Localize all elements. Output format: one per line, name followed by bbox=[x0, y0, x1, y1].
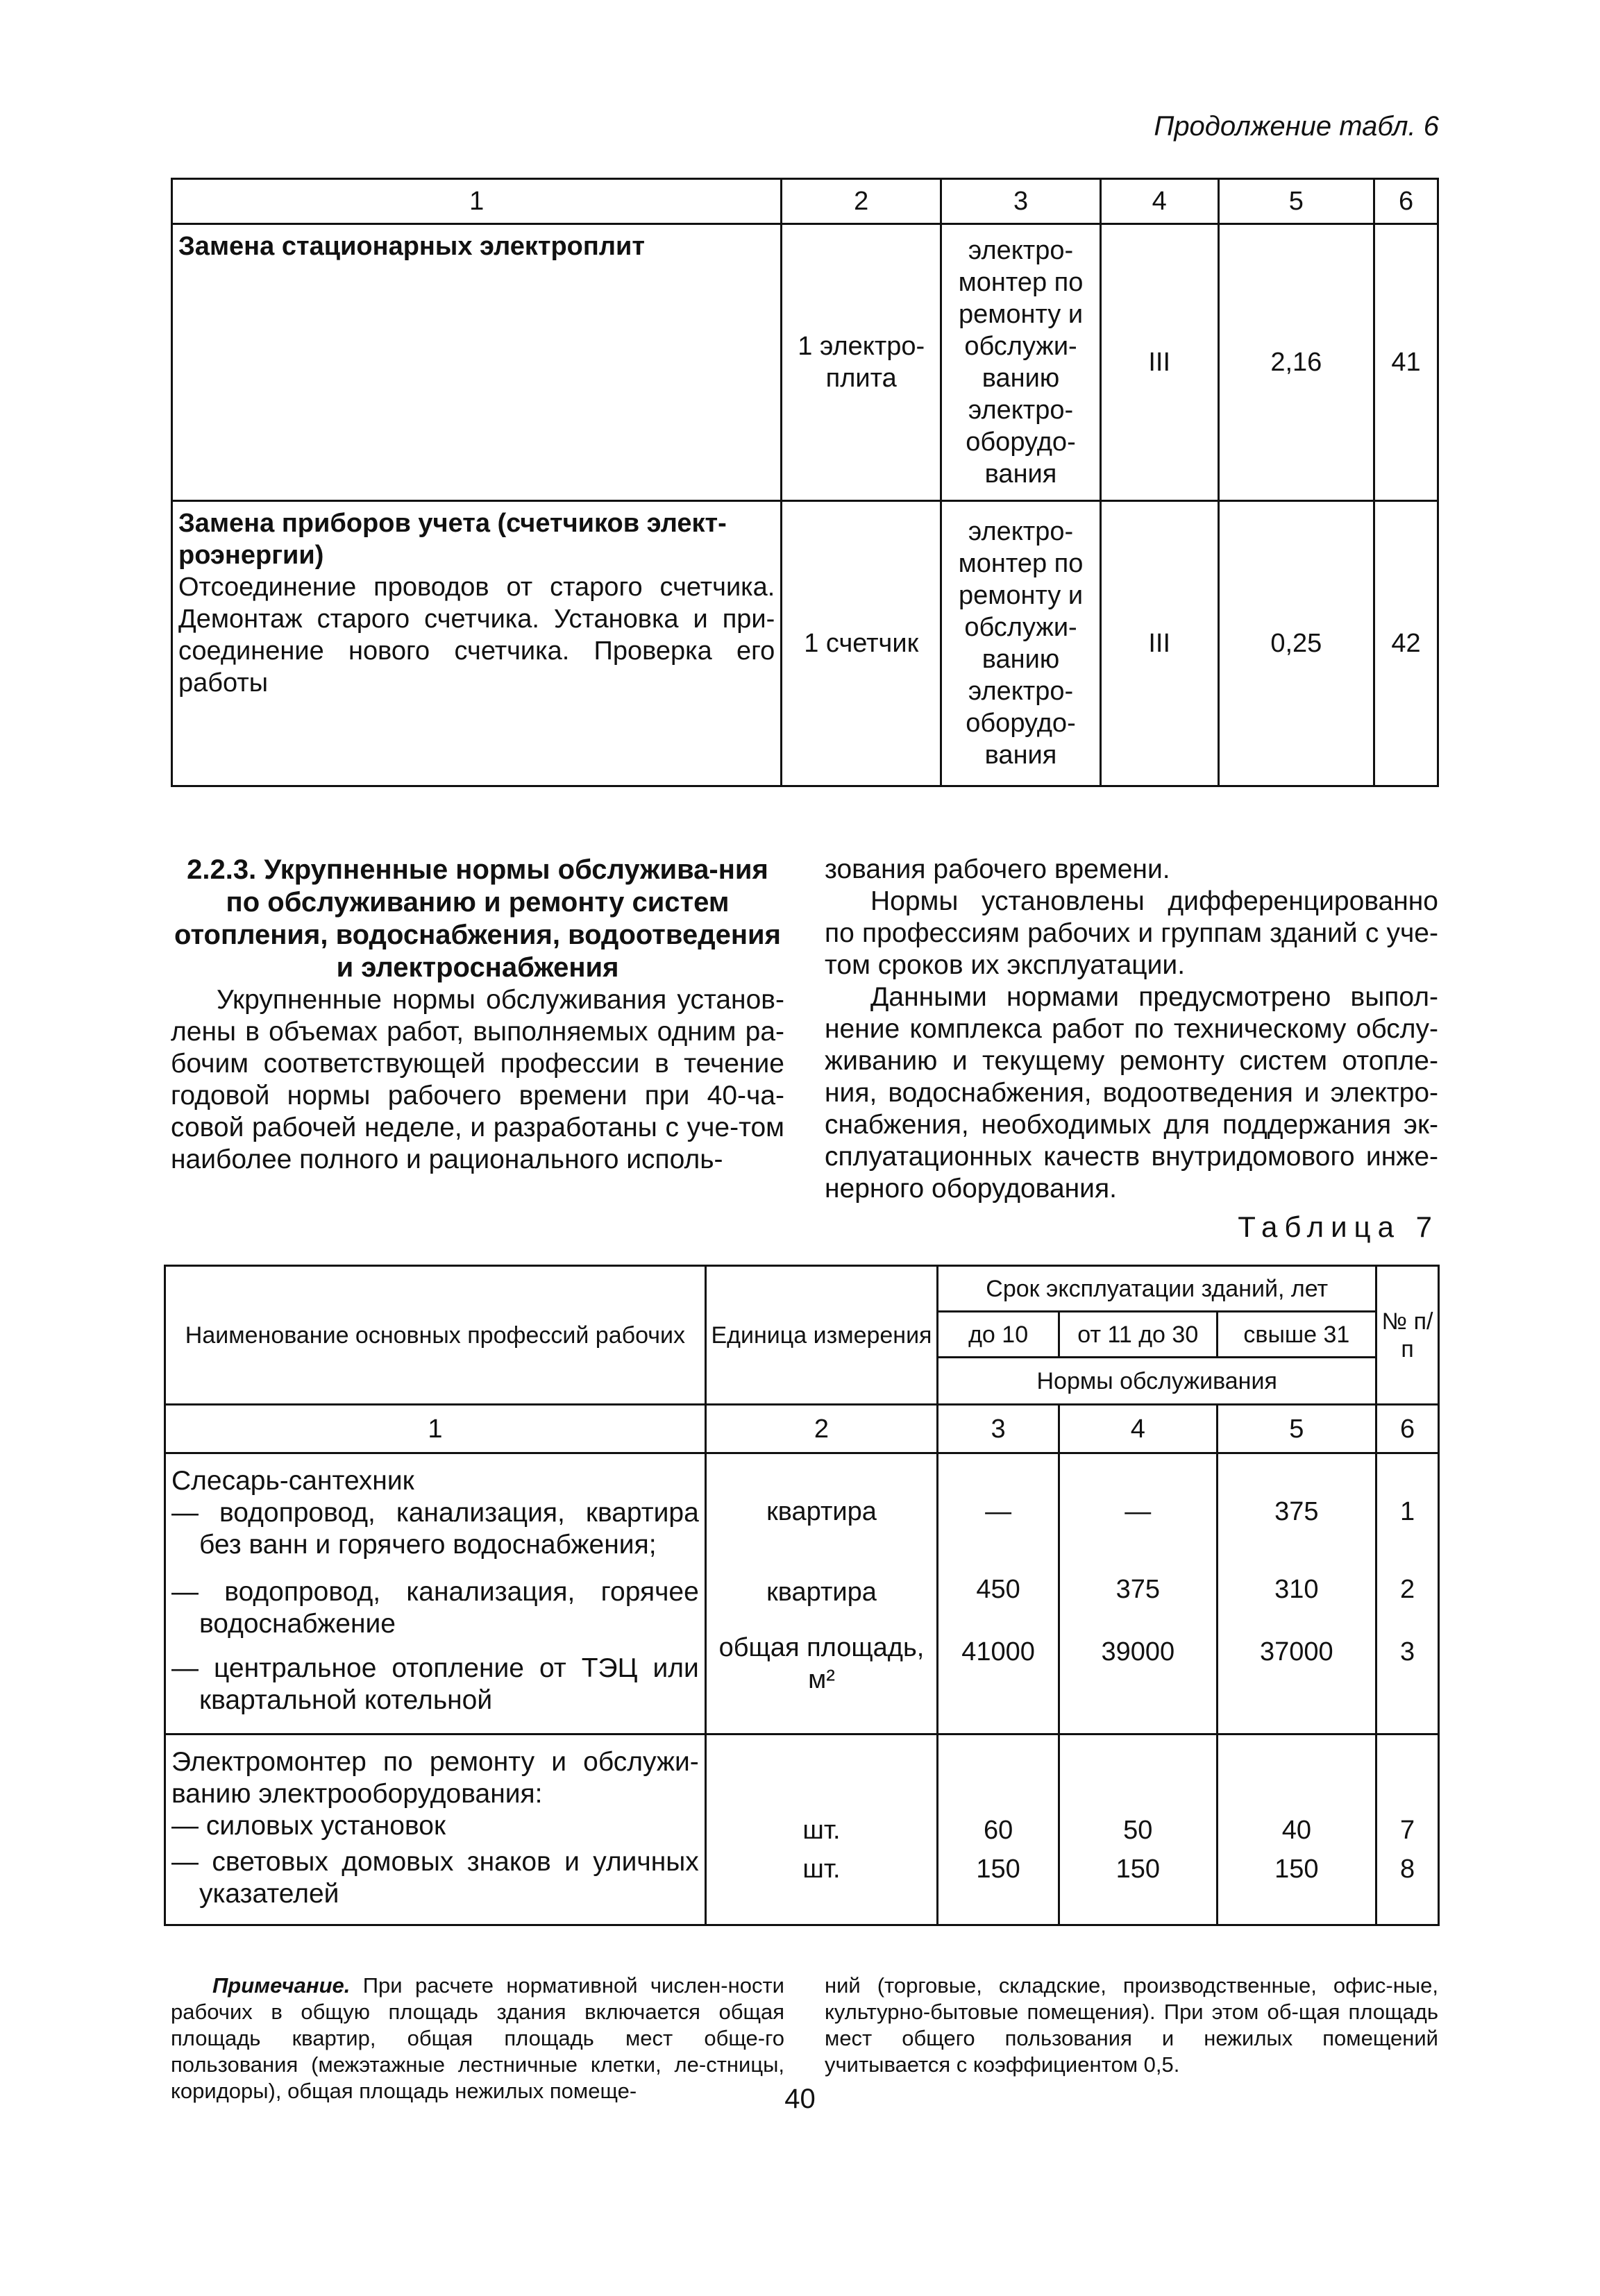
norm-value: 41000 bbox=[961, 1637, 1035, 1666]
profession-item: — водопровод, канализация, квартира без ванн и горячего водоснабжения; bbox=[171, 1498, 699, 1560]
unit-cell bbox=[705, 1734, 937, 1925]
norm-value: 310 bbox=[1274, 1575, 1319, 1604]
unit-cell bbox=[705, 1453, 937, 1734]
row-number: 7 bbox=[1400, 1816, 1415, 1845]
performer-cell: электро-монтер по ремонту и обслужи-ванию электро-оборудо-вания bbox=[941, 501, 1101, 786]
norm-value: 150 bbox=[1274, 1855, 1319, 1884]
unit-value: квартира bbox=[766, 1497, 877, 1526]
page-number: 40 bbox=[784, 2084, 816, 2114]
col-number: 1 bbox=[172, 179, 782, 224]
header-up-to-10: до 10 bbox=[938, 1312, 1059, 1358]
norm-over-31-cell bbox=[1217, 1453, 1376, 1734]
col-number: 5 bbox=[1217, 1405, 1376, 1453]
note-text: ний (торговые, складские, производственные, офис-ные, культурно-бытовые помещения). При этом об-щая площадь мест общего пользования и нежилых помещений учитывается с коэффициентом 0,5. bbox=[825, 1973, 1438, 2077]
number-cell: 41 bbox=[1374, 224, 1438, 501]
norm-value: 450 bbox=[976, 1575, 1020, 1604]
number-cell bbox=[1376, 1453, 1439, 1734]
right-text-column bbox=[825, 854, 1438, 1205]
profession-item: — силовых установок bbox=[171, 1811, 446, 1841]
profession-item: — световых домовых знаков и уличных указателей bbox=[171, 1847, 699, 1909]
unit-value: общая площадь, м² bbox=[718, 1633, 925, 1694]
table-row bbox=[172, 224, 1438, 501]
paragraph: Укрупненные нормы обслуживания установ-лены в объемах работ, выполняемых одним ра-бочим соответствующей профессии в течение годовой нормы рабочего времени при 40-ча-совой рабочей неделе, и разработаны с уче-том наиболее полного и рационального исполь- bbox=[171, 985, 784, 1174]
norm-value: 50 bbox=[1123, 1816, 1153, 1845]
work-description: Отсоединение проводов от старого счетчика. Демонтаж старого счетчика. Установка и при-соединение нового счетчика. Проверка его работы bbox=[178, 573, 775, 698]
header-unit: Единица измерения bbox=[705, 1266, 937, 1405]
unit-value: шт. bbox=[802, 1855, 841, 1884]
paragraph: зования рабочего времени. bbox=[825, 854, 1170, 884]
header-over-31: свыше 31 bbox=[1217, 1312, 1376, 1358]
grade-cell: III bbox=[1100, 224, 1218, 501]
norm-value: 150 bbox=[1115, 1855, 1160, 1884]
row-number: 3 bbox=[1400, 1637, 1415, 1666]
col-number: 4 bbox=[1100, 179, 1218, 224]
profession-cell bbox=[165, 1734, 706, 1925]
norm-value: 37000 bbox=[1260, 1637, 1333, 1666]
profession-title: Слесарь-сантехник bbox=[171, 1466, 414, 1496]
col-number: 6 bbox=[1376, 1405, 1439, 1453]
header-profession: Наименование основных профессий рабочих bbox=[165, 1266, 706, 1405]
row-number: 1 bbox=[1400, 1497, 1415, 1526]
norm-cell: 2,16 bbox=[1218, 224, 1374, 501]
note-text: При расчете нормативной числен-ности рабочих в общую площадь здания включается общая площадь квартир, общая площадь мест обще-го пользования (межэтажные лестничные клетки, ле-стницы, коридоры), общая площадь нежилых помеще- bbox=[171, 1973, 784, 2103]
norm-11-to-30-cell bbox=[1059, 1453, 1217, 1734]
table-7-column-numbers bbox=[165, 1405, 1439, 1453]
profession-cell bbox=[165, 1453, 706, 1734]
norm-value: 39000 bbox=[1101, 1637, 1175, 1666]
unit-cell: 1 счетчик bbox=[782, 501, 941, 786]
col-number: 2 bbox=[705, 1405, 937, 1453]
work-cell bbox=[172, 224, 782, 501]
unit-value: шт. bbox=[802, 1816, 841, 1845]
norm-value: — bbox=[1125, 1497, 1152, 1526]
table-7-caption: Таблица 7 bbox=[1238, 1210, 1439, 1243]
norm-value: 375 bbox=[1274, 1497, 1319, 1526]
table-row bbox=[172, 501, 1438, 786]
left-text-column bbox=[171, 854, 784, 1176]
norm-value: 375 bbox=[1115, 1575, 1160, 1604]
number-cell bbox=[1376, 1734, 1439, 1925]
norm-11-to-30-cell bbox=[1059, 1734, 1217, 1925]
col-number: 1 bbox=[165, 1405, 706, 1453]
number-cell: 42 bbox=[1374, 501, 1438, 786]
row-number: 8 bbox=[1400, 1855, 1415, 1884]
header-norms: Нормы обслуживания bbox=[938, 1358, 1376, 1405]
unit-cell: 1 электро-плита bbox=[782, 224, 941, 501]
header-number: № п/п bbox=[1376, 1266, 1439, 1405]
note-label: Примечание. bbox=[212, 1973, 351, 1998]
profession-item: — водопровод, канализация, горячее водоснабжение bbox=[171, 1577, 699, 1639]
col-number: 3 bbox=[941, 179, 1101, 224]
paragraph: Нормы установлены дифференцированно по профессиям рабочих и группам зданий с уче-том сроков их эксплуатации. bbox=[825, 886, 1438, 980]
col-number: 4 bbox=[1059, 1405, 1217, 1453]
section-title: 2.2.3. Укрупненные нормы обслужива-ния по обслуживанию и ремонту систем отопления, водоснабжения, водоотведения и электроснабжения bbox=[174, 854, 781, 983]
unit-value: квартира bbox=[766, 1578, 877, 1607]
table-6-continuation bbox=[171, 178, 1439, 787]
table-7 bbox=[164, 1265, 1440, 1926]
norm-over-31-cell bbox=[1217, 1734, 1376, 1925]
norm-value: 150 bbox=[976, 1855, 1020, 1884]
note-right bbox=[825, 1973, 1438, 2078]
row-number: 2 bbox=[1400, 1575, 1415, 1604]
table-row bbox=[165, 1453, 1439, 1734]
profession-title: Электромонтер по ремонту и обслужи-ванию электрооборудования: bbox=[171, 1747, 699, 1809]
table-6-column-numbers bbox=[172, 179, 1438, 224]
norm-up-to-10-cell bbox=[938, 1734, 1059, 1925]
paragraph: Данными нормами предусмотрено выпол-нение комплекса работ по техническому обслу-живанию и текущему ремонту систем отопле-ния, водоснабжения, водоотведения и электро-снабжения, необходимых для поддержания эк-сплуатационных качеств внутридомового инже-нерного оборудования. bbox=[825, 982, 1438, 1204]
work-title: Замена приборов учета (счетчиков элект-роэнергии) bbox=[178, 509, 727, 570]
table-7-header-row bbox=[165, 1266, 1439, 1312]
norm-value: 60 bbox=[983, 1816, 1013, 1845]
profession-item: — центральное отопление от ТЭЦ или квартальной котельной bbox=[171, 1653, 699, 1715]
header-term: Срок эксплуатации зданий, лет bbox=[938, 1266, 1376, 1312]
norm-value: 40 bbox=[1281, 1816, 1311, 1845]
header-11-to-30: от 11 до 30 bbox=[1059, 1312, 1217, 1358]
work-title: Замена стационарных электроплит bbox=[178, 232, 645, 261]
work-cell bbox=[172, 501, 782, 786]
col-number: 6 bbox=[1374, 179, 1438, 224]
norm-cell: 0,25 bbox=[1218, 501, 1374, 786]
norm-up-to-10-cell bbox=[938, 1453, 1059, 1734]
col-number: 3 bbox=[938, 1405, 1059, 1453]
performer-cell: электро-монтер по ремонту и обслужи-ванию электро-оборудо-вания bbox=[941, 224, 1101, 501]
col-number: 2 bbox=[782, 179, 941, 224]
col-number: 5 bbox=[1218, 179, 1374, 224]
table-row bbox=[165, 1734, 1439, 1925]
norm-value: — bbox=[985, 1497, 1012, 1526]
grade-cell: III bbox=[1100, 501, 1218, 786]
continuation-label: Продолжение табл. 6 bbox=[1154, 111, 1439, 142]
